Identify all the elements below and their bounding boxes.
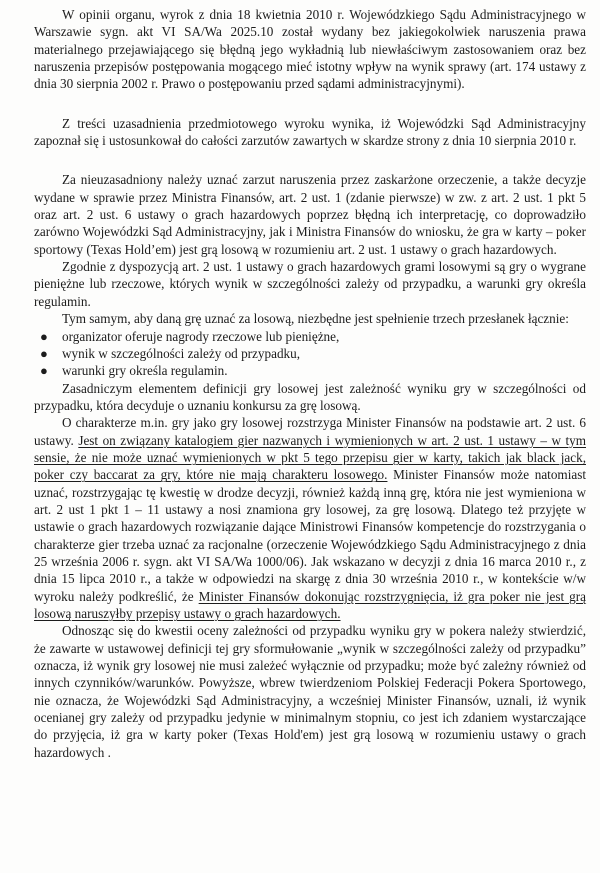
bullet-icon: ● [40, 345, 48, 361]
underlined-conclusion-text: Minister Finansów dokonując rozstrzygnięcia, iż gra poker nie jest grą losową naruszyłby przepisy ustawy o grach hazardowych. [34, 588, 587, 621]
paragraph-key-element: Zasadniczym elementem definicji gry losowej jest zależność wyniku gry w szczególności od przypadku, która decyduje o uznaniu konkursu za grę losową. [34, 380, 586, 413]
list-item: ● warunki gry określa regulamin. [40, 363, 228, 379]
paragraph-poker-chance: Odnosząc się do kwestii oceny zależności od przypadku wyniku gry w pokera należy stwierdzić, że zawarte w ustawowej definicji tej gry sformułowanie „wynik w szczególności zależy od przypadku” oznacza, iż wynik gry losowej nie musi zależeć wyłącznie od przypadku; może być zależny również od innych czynników/warunków. Powyższe, wbrew twierdzeniom Polskiej Federacji Pokera Sportowego, nie oznacza, że Wojewódzki Sąd Administracyjny, a wcześniej Minister Finansów, uznali, iż wynik ocenianej gry zależy od przypadku jedynie w minimalnym stopniu, co jest ich zdaniem wystarczające do przyjęcia, iż gra w karty poker (Texas Hold'em) jest grą losową w rozumieniu ustawy o grach hazardowych . [34, 623, 586, 760]
paragraph-unfounded-charge: Za nieuzasadniony należy uznać zarzut naruszenia przez zaskarżone orzeczenie, a także decyzje wydane w sprawie przez Ministra Finansów, art. 2 ust. 1 (zdanie pierwsze) w zw. z art. 2 ust. 1 pkt 5 oraz art. 2 ust. 6 ustawy o grach hazardowych poprzez błędną ich interpretację, co doprowadziło zarówno Wojewódzki Sąd Administracyjny, jak i Ministra Finansów do wniosku, że gra w karty – poker sportowy (Texas Hold’em) jest grą losową w rozumieniu art. 2 ust. 1 ustawy o grach hazardowych. [34, 172, 586, 257]
list-item: ● wynik w szczególności zależy od przypadku, [40, 345, 301, 361]
paragraph-justification: Z treści uzasadnienia przedmiotowego wyroku wynika, iż Wojewódzki Sąd Administracyjny zapoznał się i ustosunkował do całości zarzutów zawartych w skardze strony z dnia 10 sierpnia 2010 r. [34, 115, 586, 149]
paragraph-definition: Zgodnie z dyspozycją art. 2 ust. 1 ustawy o grach hazardowych grami losowymi są gry o wygrane pieniężne lub rzeczowe, których wynik w szczególności zależy od przypadku, a warunki gry określa regulamin. [34, 259, 586, 309]
bullet-icon: ● [40, 328, 48, 344]
list-item: ● organizator oferuje nagrody rzeczowe lub pieniężne, [40, 328, 340, 344]
underlined-catalogue-text: Jest on związany katalogiem gier nazwanych i wymienionych w art. 2 ust. 1 ustawy – w tym sensie, że nie może uznać wymienionych w pkt 5 tego przepisu gier w karty, takich jak black jack, poker czy baccarat za gry, które nie mają charakteru losowego. [34, 432, 586, 483]
paragraph-premises: Tym samym, aby daną grę uznać za losową, niezbędne jest spełnienie trzech przesłanek łącznie: [62, 311, 569, 327]
paragraph-minister-decision: O charakterze m.in. gry jako gry losowej rozstrzyga Minister Finansów na podstawie art. 2 ust. 6 ustawy. Jest on związany katalogiem gier nazwanych i wymienionych w art. 2 ust. 1 ustawy – w tym sensie, że nie może uznać wymienionych w pkt 5 tego przepisu gier w karty, takich jak black jack, poker czy baccarat za gry, które nie mają charakteru losowego. Minister Finansów może natomiast uznać, rozstrzygając tę kwestię w drodze decyzji, również każdą inną grę, która nie jest wymieniona w art. 2 ust 1 pkt 1 – 11 ustawy a nosi znamiona gry losowej, za grę losową. Dlatego też przyjęte w ustawie o grach hazardowych rozwiązanie dające Ministrowi Finansów kompetencje do rozstrzygania o charakterze gier trzeba uznać za racjonalne (orzeczenie Wojewódzkiego Sądu Administracyjnego z dnia 25 września 2006 r. sygn. akt VI SA/Wa 1000/06). Jak wskazano w decyzji z dnia 16 marca 2010 r., z dnia 15 lipca 2010 r., a także w odpowiedzi na skargę z dnia 30 września 2010 r., w kontekście w/w wyroku należy podkreślić, że Minister Finansów dokonując rozstrzygnięcia, iż gra poker nie jest grą losową naruszyłby przepisy ustawy o grach hazardowych. [34, 415, 587, 621]
document-body [34, 6, 586, 761]
paragraph-opinion: W opinii organu, wyrok z dnia 18 kwietnia 2010 r. Wojewódzkiego Sądu Administracyjnego w Warszawie sygn. akt VI SA/Wa 2025.10 został wydany bez jakiegokolwiek naruszenia prawa materialnego przejawiającego się błędną jego wykładnią lub niewłaściwym zastosowaniem oraz bez naruszenia przepisów postępowania mogącego mieć istotny wpływ na wynik sprawy (art. 174 ustawy z dnia 30 sierpnia 2002 r. Prawo o postępowaniu przed sądami administracyjnymi). [34, 7, 586, 92]
bullet-icon: ● [40, 363, 48, 379]
premises-list [34, 328, 586, 380]
